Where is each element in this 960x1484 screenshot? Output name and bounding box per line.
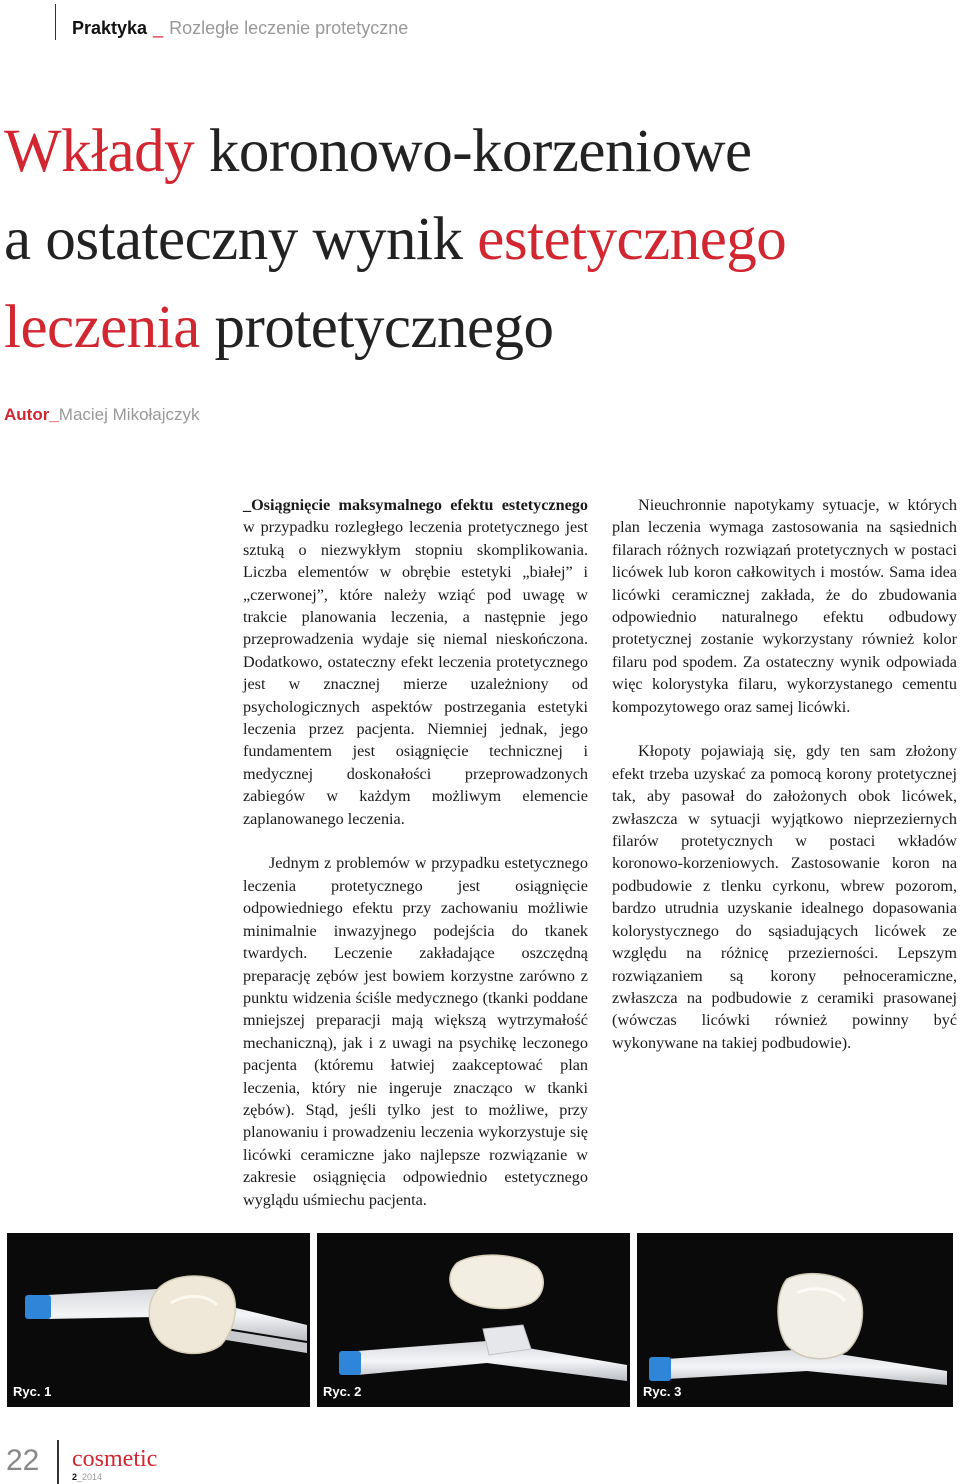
title-line3-rest: protetycznego: [199, 294, 554, 361]
issue-number: 2: [72, 1472, 78, 1482]
figure-3-photo: [637, 1233, 953, 1407]
paragraph-1: w przypadku rozległego leczenia protetycznego jest sztuką o niezwykłym stopniu skomplikowania. Liczba elementów w obrębie estetyki „białej” i „czerwonej”, które należy wziąć pod uwagę w trakcie planowania leczenia, a następnie jego przeprowadzenia wydaje się niemal nieskończona. Dodatkowo, ostateczny efekt leczenia protetycznego jest w znacznej mierze uzależniony od psychologicznych aspektów postrzegania estetyki leczenia przez pacjenta. Niemniej jednak, jego fundamentem jest osiągnięcie technicznej i medycznej doskonałości przeprowadzonych zabiegów w każdym możliwym elemencie zaplanowanego leczenia.: [243, 518, 588, 828]
footer-divider: [57, 1440, 59, 1484]
title-line2-red: estetycznego: [477, 206, 787, 273]
text-column-right: [612, 494, 957, 1054]
figure-1: [7, 1233, 310, 1407]
figure-3: [637, 1233, 953, 1407]
figure-2: [317, 1233, 630, 1407]
post-blue-cap: [339, 1351, 361, 1375]
figure-2-caption: Ryc. 2: [323, 1384, 362, 1399]
figure-1-photo: [7, 1233, 310, 1407]
page-number: 22: [6, 1444, 40, 1477]
title-line3-red: leczenia: [4, 294, 200, 361]
text-column-left: [243, 494, 588, 1211]
issue-year: _2014: [77, 1472, 103, 1482]
title-line1-rest: koronowo-korzeniowe: [194, 118, 752, 185]
title-line1-red: Wkłady: [4, 118, 195, 185]
author-line: [4, 405, 200, 425]
figure-1-caption: Ryc. 1: [13, 1384, 52, 1399]
section-topic: Rozległe leczenie protetyczne: [169, 18, 409, 38]
author-label: Autor_: [4, 405, 59, 424]
paragraph-2: Jednym z problemów w przypadku estetycznego leczenia protetycznego jest osiągnięcie odpowiedniego efektu przy zachowaniu możliwie minimalnie inwazyjnego podejścia do tkanek twardych. Leczenie zakładające oszczędną preparację zębów jest bowiem korzystne zarówno z punktu widzenia ściśle medycznego (tkanki poddane mniejszej preparacji mają większą wytrzymałość mechaniczną), jak i z uwagi na psychikę leczonego pacjenta (któremu łatwiej zaakceptować plan leczenia, który nie ingeruje znacząco w tkanki zębów). Stąd, jeśli tylko jest to możliwe, przy planowaniu i prowadzeniu leczenia wykorzystuje się licówki ceramiczne jako najlepsze rozwiązanie w zakresie osiągnięcia odpowiednio estetycznego wyglądu uśmiechu pacjenta.: [243, 854, 588, 1209]
magazine-brand: cosmetic: [72, 1446, 158, 1472]
post-blue-cap: [25, 1295, 51, 1319]
lead-bold: _Osiągnięcie maksymalnego efektu estetycznego: [243, 496, 588, 514]
ceramic-crown: [450, 1255, 543, 1308]
paragraph-4: Kłopoty pojawiają się, gdy ten sam złożony efekt trzeba uzyskać za pomocą korony protetycznej tak, aby pasował do założonych obok licówek, zwłaszcza w sytuacji wyjątkowo nieprzeziernych filarów protetycznych w postaci wkładów koronowo-korzeniowych. Zastosowanie koron na podbudowie z tlenku cyrkonu, wbrew pozorom, bardzo utrudnia uzyskanie idealnego dopasowania kolorystycznego do sąsiadujących licówek ze względu na różnicę przezierności. Lepszym rozwiązaniem są korony pełnoceramiczne, zwłaszcza na podbudowie z ceramiki prasowanej (wówczas licówki również powinny być wykonywane na takiej podbudowie).: [612, 742, 957, 1052]
section-header: [55, 4, 408, 40]
article-title: [4, 108, 954, 372]
section-name: Praktyka: [72, 18, 148, 38]
issue-label: [72, 1472, 102, 1482]
figure-3-caption: Ryc. 3: [643, 1384, 682, 1399]
paragraph-3: Nieuchronnie napotykamy sytuacje, w których plan leczenia wymaga zastosowania na sąsiednich filarach różnych rozwiązań protetycznych w postaci licówek lub koron całkowitych i mostów. Sama idea licówki ceramicznej zakłada, że do zbudowania odpowiednio naturalnego efektu odbudowy protetycznej zostanie wykorzystany również kolor filaru pod spodem. Za ostateczny wynik odpowiada więc kolorystyka filaru, wykorzystanego cementu kompozytowego oraz samej licówki.: [612, 496, 957, 716]
author-name: Maciej Mikołajczyk: [58, 405, 200, 424]
figure-2-photo: [317, 1233, 630, 1407]
post-blue-cap: [649, 1357, 671, 1381]
ceramic-crown: [149, 1276, 235, 1353]
section-separator: _: [153, 18, 164, 38]
ceramic-crown: [778, 1274, 862, 1359]
title-line2-plain: a ostateczny wynik: [4, 206, 478, 273]
paragraph-lead: [243, 494, 588, 830]
